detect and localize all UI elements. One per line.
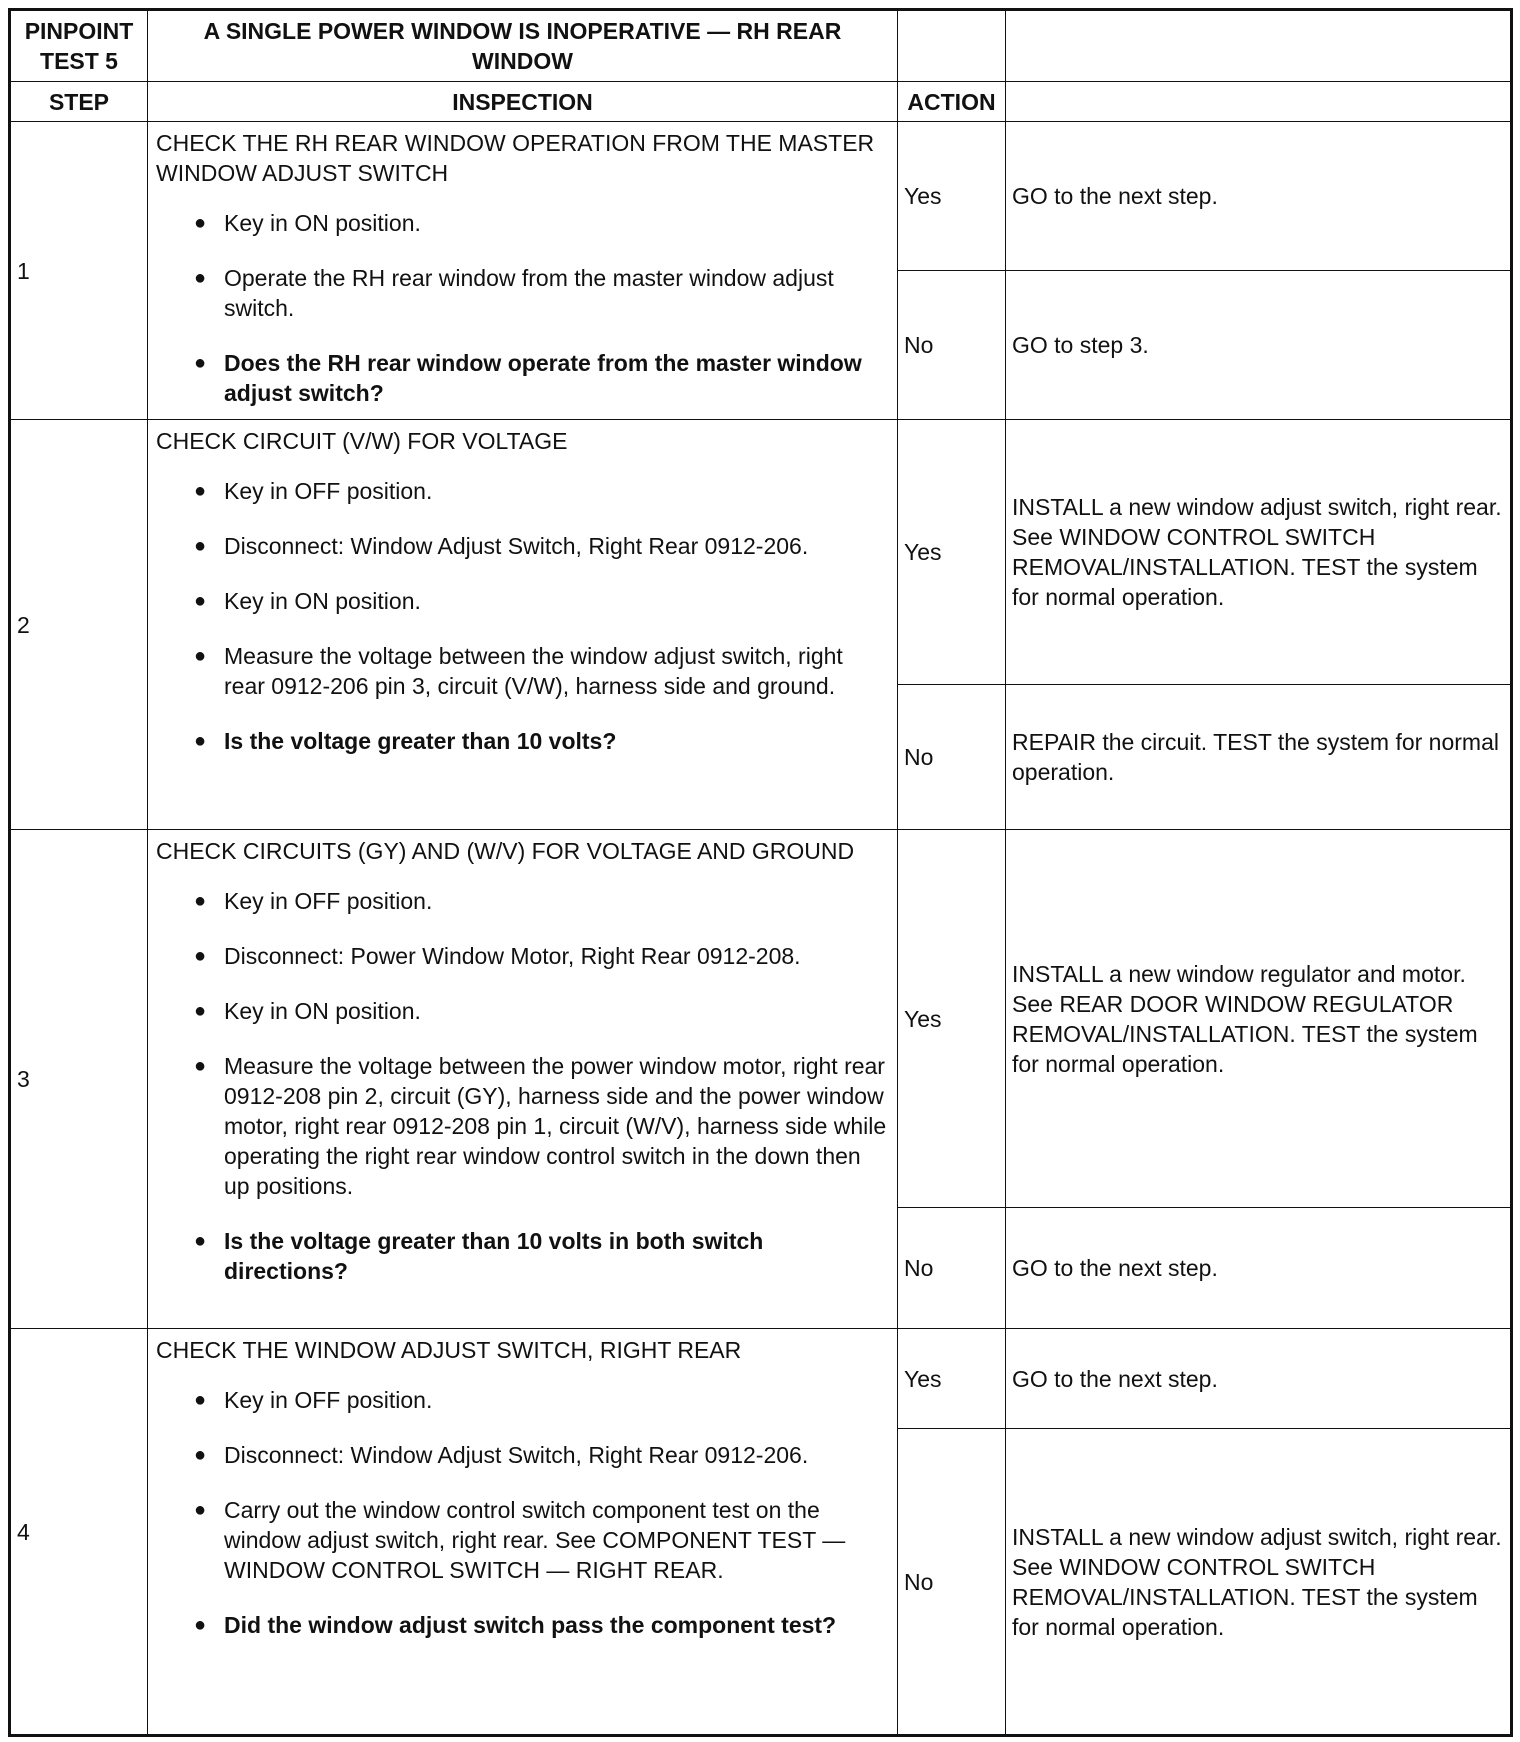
- step-3-inspection: [148, 830, 898, 1329]
- no-label: No: [898, 1429, 1006, 1736]
- bullet-item: [194, 1610, 887, 1640]
- bullet-item: [194, 641, 887, 701]
- bullet-text: Key in ON position.: [224, 210, 421, 236]
- col-result-header: [1006, 82, 1512, 122]
- bullet-item: [194, 1495, 887, 1585]
- bullet-text: Operate the RH rear window from the master window adjust switch.: [224, 265, 834, 321]
- bullet-icon: ●: [194, 890, 207, 912]
- bullet-text: Key in OFF position.: [224, 1387, 433, 1413]
- bullet-item: [194, 1385, 887, 1415]
- yes-label: Yes: [898, 1329, 1006, 1429]
- bullet-item: [194, 1226, 887, 1286]
- step-2-yes-row: [10, 420, 1512, 685]
- step-number: 3: [10, 830, 148, 1329]
- step-1-inspection: [148, 122, 898, 420]
- no-action: INSTALL a new window adjust switch, right rear. See WINDOW CONTROL SWITCH REMOVAL/INSTALLATION. TEST the system for normal operation.: [1006, 1429, 1512, 1736]
- bullet-icon: ●: [194, 945, 207, 967]
- bullet-icon: ●: [194, 352, 207, 374]
- step-title: CHECK CIRCUITS (GY) AND (W/V) FOR VOLTAGE AND GROUND: [156, 838, 855, 864]
- bullet-item: [194, 726, 887, 756]
- col-inspection-header: INSPECTION: [148, 82, 898, 122]
- bullet-text: Key in OFF position.: [224, 888, 433, 914]
- yes-action: GO to the next step.: [1006, 122, 1512, 271]
- bullet-icon: ●: [194, 480, 207, 502]
- test-title: A SINGLE POWER WINDOW IS INOPERATIVE — RH REAR WINDOW: [148, 10, 898, 82]
- bullet-icon: ●: [194, 1614, 207, 1636]
- pinpoint-label: PINPOINT TEST 5: [10, 10, 148, 82]
- step-number: 1: [10, 122, 148, 420]
- yes-action: GO to the next step.: [1006, 1329, 1512, 1429]
- step-3-yes-row: [10, 830, 1512, 1208]
- step-number: 4: [10, 1329, 148, 1736]
- bullet-text: Measure the voltage between the power window motor, right rear 0912-208 pin 2, circuit (GY), harness side and the power window motor, right rear 0912-208 pin 1, circuit (W/V), harness side while operating the right rear window control switch in the down then up positions.: [224, 1053, 887, 1199]
- bullet-text: Measure the voltage between the window adjust switch, right rear 0912-206 pin 3, circuit (V/W), harness side and ground.: [224, 643, 843, 699]
- bullet-text: Disconnect: Power Window Motor, Right Rear 0912-208.: [224, 943, 801, 969]
- yes-label: Yes: [898, 122, 1006, 271]
- no-action: GO to step 3.: [1006, 271, 1512, 420]
- no-label: No: [898, 271, 1006, 420]
- column-header-row: [10, 82, 1512, 122]
- yes-action: INSTALL a new window regulator and motor. See REAR DOOR WINDOW REGULATOR REMOVAL/INSTALLATION. TEST the system for normal operation.: [1006, 830, 1512, 1208]
- bullet-icon: ●: [194, 730, 207, 752]
- step-question: Did the window adjust switch pass the component test?: [224, 1612, 837, 1638]
- bullet-text: Carry out the window control switch component test on the window adjust switch, right rear. See COMPONENT TEST — WINDOW CONTROL SWITCH — RIGHT REAR.: [224, 1497, 846, 1583]
- pinpoint-test-table: [8, 8, 1513, 1737]
- no-label: No: [898, 1208, 1006, 1329]
- bullet-icon: ●: [194, 212, 207, 234]
- title-blank-result: [1006, 10, 1512, 82]
- step-4-inspection: [148, 1329, 898, 1736]
- no-label: No: [898, 685, 1006, 830]
- bullet-icon: ●: [194, 1000, 207, 1022]
- bullet-item: [194, 263, 887, 323]
- bullet-text: Key in ON position.: [224, 588, 421, 614]
- step-1-yes-row: [10, 122, 1512, 271]
- bullet-icon: ●: [194, 1055, 207, 1077]
- no-action: GO to the next step.: [1006, 1208, 1512, 1329]
- bullet-item: [194, 208, 887, 238]
- bullet-text: Key in ON position.: [224, 998, 421, 1024]
- bullet-icon: ●: [194, 1389, 207, 1411]
- yes-label: Yes: [898, 830, 1006, 1208]
- step-number: 2: [10, 420, 148, 830]
- title-row: [10, 10, 1512, 82]
- bullet-item: [194, 886, 887, 916]
- bullet-icon: ●: [194, 590, 207, 612]
- step-2-inspection: [148, 420, 898, 830]
- bullet-text: Key in OFF position.: [224, 478, 433, 504]
- bullet-item: [194, 586, 887, 616]
- step-title: CHECK THE RH REAR WINDOW OPERATION FROM THE MASTER WINDOW ADJUST SWITCH: [156, 130, 875, 186]
- yes-label: Yes: [898, 420, 1006, 685]
- step-title: CHECK THE WINDOW ADJUST SWITCH, RIGHT REAR: [156, 1337, 742, 1363]
- step-title: CHECK CIRCUIT (V/W) FOR VOLTAGE: [156, 428, 568, 454]
- step-question: Is the voltage greater than 10 volts in both switch directions?: [224, 1228, 764, 1284]
- bullet-item: [194, 1051, 887, 1201]
- step-question: Does the RH rear window operate from the master window adjust switch?: [224, 350, 862, 406]
- bullet-text: Disconnect: Window Adjust Switch, Right Rear 0912-206.: [224, 1442, 809, 1468]
- title-blank-action: [898, 10, 1006, 82]
- bullet-item: [194, 1440, 887, 1470]
- yes-action: INSTALL a new window adjust switch, right rear. See WINDOW CONTROL SWITCH REMOVAL/INSTALLATION. TEST the system for normal operation.: [1006, 420, 1512, 685]
- step-4-yes-row: [10, 1329, 1512, 1429]
- bullet-item: [194, 996, 887, 1026]
- bullet-item: [194, 531, 887, 561]
- col-action-header: ACTION: [898, 82, 1006, 122]
- bullet-icon: ●: [194, 1230, 207, 1252]
- bullet-icon: ●: [194, 1499, 207, 1521]
- bullet-icon: ●: [194, 535, 207, 557]
- step-question: Is the voltage greater than 10 volts?: [224, 728, 617, 754]
- col-step-header: STEP: [10, 82, 148, 122]
- bullet-icon: ●: [194, 1444, 207, 1466]
- bullet-icon: ●: [194, 267, 207, 289]
- bullet-item: [194, 941, 887, 971]
- bullet-text: Disconnect: Window Adjust Switch, Right Rear 0912-206.: [224, 533, 809, 559]
- bullet-item: [194, 476, 887, 506]
- no-action: REPAIR the circuit. TEST the system for normal operation.: [1006, 685, 1512, 830]
- bullet-icon: ●: [194, 645, 207, 667]
- bullet-item: [194, 348, 887, 408]
